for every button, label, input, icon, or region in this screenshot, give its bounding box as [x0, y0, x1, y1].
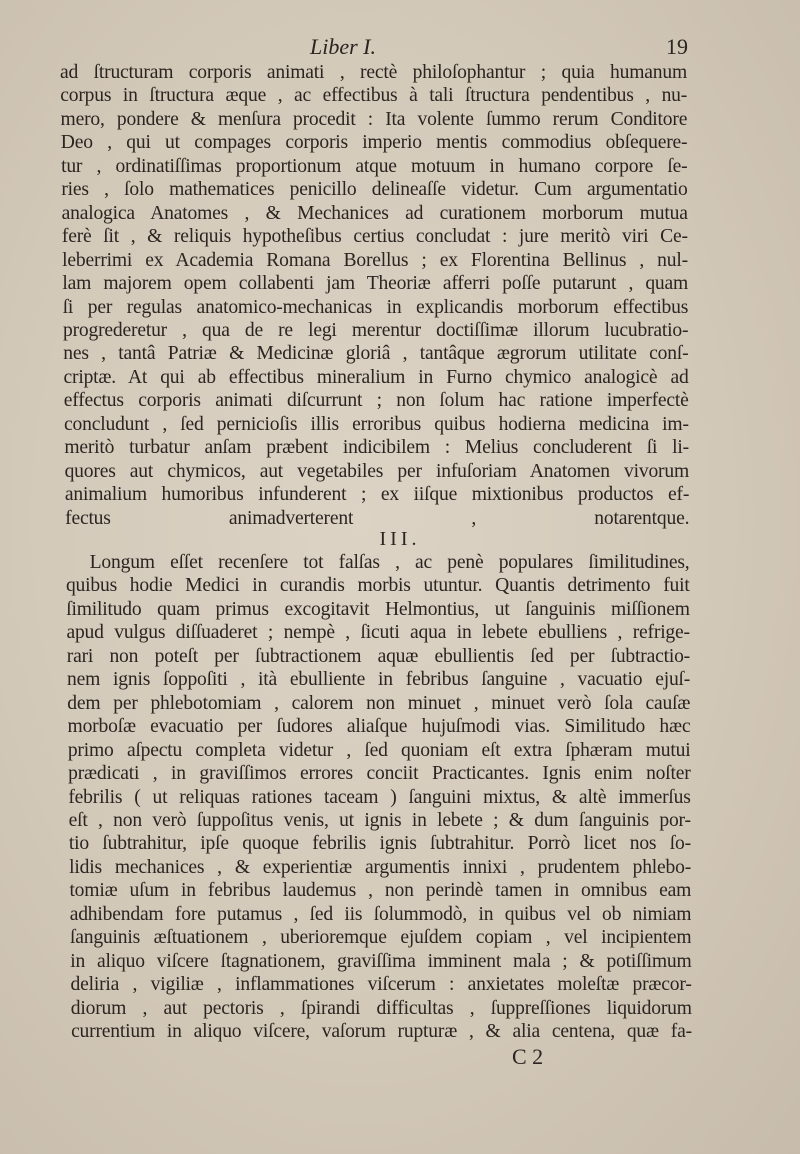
- text-line: tio ſubtrahitur, ipſe quoque febrilis ignis ſubtrahitur. Porrò licet nos ſo-: [68, 833, 691, 855]
- text-line: criptæ. At qui ab effectibus mineralium in Furno chymico analogicè ad: [63, 366, 689, 388]
- text-line: ſi per regulas anatomico-mechanicas in explicandis morborum effectibus: [62, 296, 689, 318]
- text-line: prædicati , in graviſſimos errores conciit Practicantes. Ignis enim noſter: [68, 763, 691, 785]
- text-line: eſt , non verò ſuppoſitus venis, ut ignis in lebete ; & dum ſanguinis por-: [68, 809, 691, 831]
- running-header: [60, 34, 688, 60]
- text-line: nes , tantâ Patriæ & Medicinæ gloriâ , tantâque ægrorum utilitate conſ-: [63, 343, 689, 365]
- text-line: analogica Anatomes , & Mechanices ad curationem morborum mutua: [61, 202, 688, 224]
- text-line: adhibendam fore putamus , ſed iis ſolummodò, in quibus vel ob nimiam: [69, 903, 692, 925]
- text-line: in aliquo viſcere ſtagnationem, graviſſima imminent mala ; & potiſſimum: [70, 950, 692, 972]
- text-line: meritò turbatur anſam præbent indicibilem : Melius concluderent ſi li-: [64, 437, 689, 459]
- text-line: corpus in ſtructura æque , ac effectibus à tali ſtructura pendentibus , nu-: [60, 85, 688, 107]
- text-line: leberrimi ex Academia Romana Borellus ; ex Florentina Bellinus , nul-: [62, 249, 688, 271]
- signature-mark: C 2: [512, 1044, 544, 1069]
- text-line: effectus corporis animati diſcurrunt ; non ſolum hac ratione imperfectè: [63, 390, 689, 412]
- text-line: quores aut chymicos, aut vegetabiles per infuſoriam Anatomen vivorum: [64, 460, 690, 482]
- text-line: Deo , qui ut compages corporis imperio mentis commodius obſequere-: [60, 132, 688, 154]
- text-line: ſanguinis æſtuationem , uberioremque ejuſdem copiam , vel incipientem: [69, 927, 692, 949]
- text-line: apud vulgus diſſuaderet ; nempè , ſicuti aqua in lebete ebulliens , refrige-: [66, 622, 690, 644]
- text-line: primo aſpectu completa videtur , ſed quoniam eſt extra ſphæram mutui: [67, 739, 691, 761]
- text-line: tomiæ uſum in febribus laudemus , non perindè tamen in omnibus eam: [69, 880, 692, 902]
- text-line: diorum , aut pectoris , ſpirandi difficultas , ſuppreſſiones liquidorum: [70, 997, 692, 1019]
- text-line: dem per phlebotomiam , calorem non minuet , minuet verò ſola cauſæ: [67, 692, 691, 714]
- text-line: rari non poteſt per ſubtractionem aquæ ebullientis ſed per ſubtractio-: [66, 645, 690, 667]
- text-line: progrederetur , qua de re legi merentur doctiſſimæ illorum lucubratio-: [62, 319, 689, 341]
- text-line: deliria , vigiliæ , inflammationes viſcerum : anxietates moleſtæ præcor-: [70, 974, 692, 996]
- text-line: lidis mechanices , & experientiæ argumentis innixi , prudentem phlebo-: [69, 856, 692, 878]
- text-line: tur , ordinatiſſimas proportionum atque motuum in humano corpore ſe-: [61, 155, 688, 177]
- text-line: morboſæ evacuatio per ſudores aliaſque hujuſmodi vias. Similitudo hæc: [67, 716, 691, 738]
- text-line: nem ignis ſoppoſiti , ità ebulliente in febribus ſanguine , vacuatio ejuſ-: [67, 669, 691, 691]
- section-number: III.: [379, 528, 421, 550]
- text-line: ries , ſolo mathematices penicillo delineaſſe videtur. Cum argumentatio: [61, 179, 688, 201]
- text-line: animalium humoribus infunderent ; ex iiſque mixtionibus productos ef-: [64, 484, 690, 506]
- text-line: ſimilitudo quam primus excogitavit Helmontius, ut ſanguinis miſſionem: [66, 598, 690, 620]
- text-line: Longum eſſet recenſere tot falſas , ac penè populares ſimilitudines,: [89, 552, 690, 573]
- text-line: ferè ſit , & reliquis hypotheſibus certius concludat : jure meritò viri Ce-: [61, 226, 688, 248]
- text-line: fectus animadverterent , notarentque.: [65, 507, 690, 529]
- text-line: mero, pondere & menſura procedit : Ita volente ſummo rerum Conditore: [60, 108, 688, 130]
- text-line: febrilis ( ut reliquas rationes taceam ) ſanguini mixtus, & altè immerſus: [68, 786, 691, 808]
- text-line: ad ſtructuram corporis animati , rectè philoſophantur ; quia humanum: [60, 62, 687, 83]
- page-number: 19: [666, 34, 688, 59]
- text-line: currentium in aliquo viſcere, vaſorum rupturæ , & alia centena, quæ fa-: [71, 1021, 692, 1042]
- text-line: lam majorem opem collabenti jam Theoriæ afferri poſſe putarunt , quam: [62, 273, 689, 295]
- text-line: concludunt , ſed pernicioſis illis erroribus quibus hodierna medicina im-: [64, 413, 689, 435]
- running-title: Liber I.: [310, 34, 376, 59]
- text-line: quibus hodie Medici in curandis morbis utuntur. Quantis detrimento fuit: [65, 575, 690, 597]
